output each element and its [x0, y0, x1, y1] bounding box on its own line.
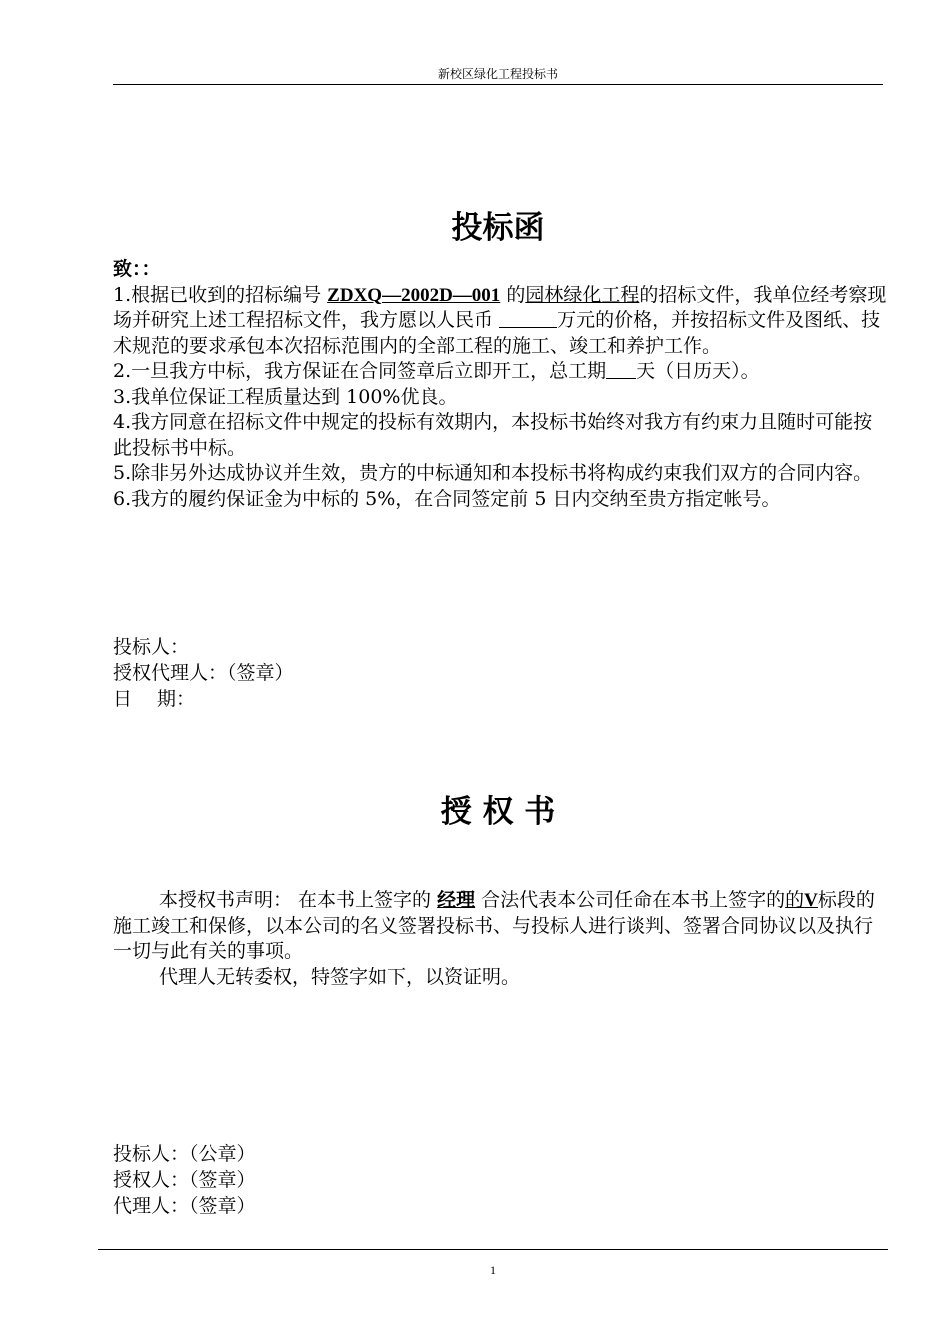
bid-letter-title: 投标函 — [451, 210, 545, 246]
date-label: 日 期： — [113, 688, 196, 710]
price-blank — [499, 309, 557, 328]
bid-letter-body — [113, 257, 888, 512]
authorization-signature — [113, 1141, 256, 1219]
section-letter: V — [804, 890, 818, 911]
no-sub-delegation-statement: 代理人无转委权，特签字如下，以资证明。 — [159, 965, 521, 988]
agent-label: 授权代理人：（签章） — [113, 662, 294, 684]
clause-2 — [113, 359, 888, 385]
clause-1 — [113, 283, 888, 360]
auth-bidder-label: 投标人：（公章） — [113, 1143, 256, 1165]
signer-role: 经理 — [437, 890, 476, 911]
clause-2-text-a: 2.一旦我方中标，我方保证在合同签章后立即开工，总工期 — [113, 360, 607, 382]
header-divider — [113, 84, 883, 85]
page-number: 1 — [490, 1263, 496, 1277]
statement-text-c: 的 — [785, 889, 805, 911]
tender-code: ZDXQ—2002D—001 — [327, 284, 501, 306]
statement-text-b: 合法代表本公司任命在本书上签字的 — [475, 889, 786, 911]
duration-blank — [606, 360, 636, 379]
bid-letter-signature — [113, 634, 294, 712]
auth-agent-label: 代理人：（签章） — [113, 1195, 256, 1217]
authorization-body — [113, 888, 888, 990]
footer-divider — [98, 1249, 888, 1250]
page-header: 新校区绿化工程投标书 — [437, 67, 558, 81]
authorization-title: 授 权 书 — [440, 794, 556, 830]
bidder-label: 投标人： — [113, 636, 190, 658]
authorizer-label: 授权人：（签章） — [113, 1169, 256, 1191]
clause-1-text-c: 的招标文件，我单位经考察现场并研究上述工程招标文件，我方愿以人民币 — [113, 283, 887, 331]
addressee: 致：： — [113, 258, 161, 280]
clause-1-text-a: 1.根据已收到的招标编号 — [113, 283, 328, 306]
project-name: 园林绿化工程 — [525, 283, 640, 306]
clause-3: 3.我单位保证工程质量达到 100%优良。 — [113, 385, 458, 408]
clause-4: 4.我方同意在招标文件中规定的投标有效期内，本投标书始终对我方有约束力且随时可能按此投标书中标。 — [113, 411, 873, 459]
clause-2-text-b: 天（日历天）。 — [636, 360, 760, 382]
statement-text-a: 本授权书声明： 在本书上签字的 — [159, 889, 438, 911]
clause-5: 5.除非另外达成协议并生效，贵方的中标通知和本投标书将构成约束我们双方的合同内容。 — [113, 462, 873, 484]
clause-1-text-b: 的 — [500, 283, 526, 306]
clause-6: 6.我方的履约保证金为中标的 5%，在合同签定前 5 日内交纳至贵方指定帐号。 — [113, 487, 781, 510]
authorization-statement — [113, 888, 888, 965]
clause-1-text-d: 万元的价格，并按招标文件及图纸、技术规范的要求承包本次招标范围内的全部工程的施工、竣工和养护工作。 — [113, 309, 881, 357]
statement-text-d: 标段的施工竣工和保修，以本公司的名义签署投标书、与投标人进行谈判、签署合同协议以及执行一切与此有关的事项。 — [113, 889, 875, 962]
